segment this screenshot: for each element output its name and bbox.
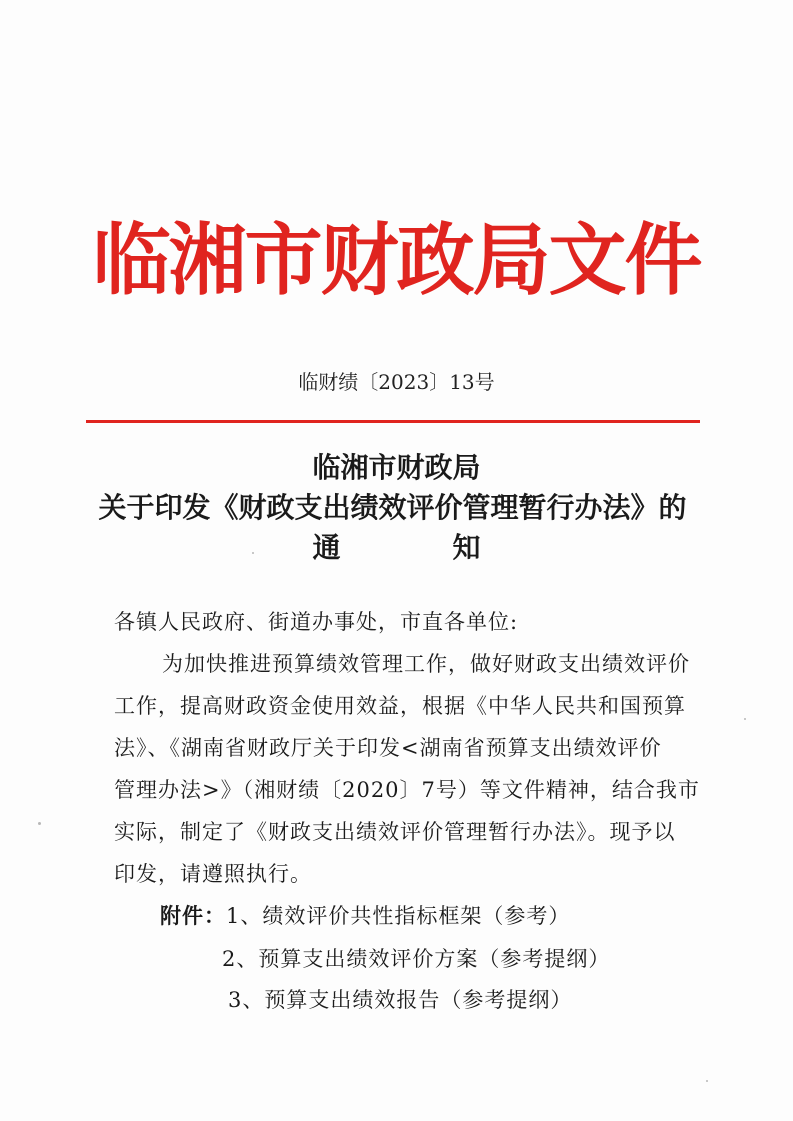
notice-title-line-1: 临湘市财政局 (312, 451, 481, 484)
attachment-item-2: 2、预算支出绩效评价方案（参考提纲） (222, 947, 611, 971)
red-divider-line (86, 420, 700, 423)
notice-title-line-2: 关于印发《财政支出绩效评价管理暂行办法》的 (98, 491, 687, 524)
body-line: 为加快推进预算绩效管理工作，做好财政支出绩效评价 (162, 652, 690, 676)
salutation: 各镇人民政府、街道办事处，市直各单位: (114, 610, 519, 634)
body-line: 实际，制定了《财政支出绩效评价管理暂行办法》。现予以 (114, 820, 676, 844)
body-line: 法》、《湖南省财政厅关于印发<湖南省预算支出绩效评价 (114, 736, 662, 760)
body-line: 管理办法>》（湘财绩〔2020〕7号）等文件精神，结合我市 (114, 778, 700, 802)
masthead-title: 临湘市财政局文件 (92, 216, 701, 306)
notice-title-line-3 (0, 531, 793, 564)
attachment-text: 1、绩效评价共性指标框架（参考） (226, 904, 571, 928)
attachment-item-3: 3、预算支出绩效报告（参考提纲） (228, 988, 573, 1012)
scan-speck (38, 822, 41, 825)
scan-speck (706, 1080, 708, 1082)
body-line: 工作，提高财政资金使用效益，根据《中华人民共和国预算 (114, 694, 686, 718)
scan-speck (744, 718, 746, 720)
notice-title-char-2: 知 (452, 531, 481, 564)
attachment-label: 附件： (160, 903, 226, 928)
attachment-item-1 (160, 900, 570, 930)
document-number: 临财绩〔2023〕13号 (298, 370, 495, 394)
body-line: 印发，请遵照执行。 (114, 862, 312, 886)
notice-title-char-1: 通 (312, 531, 341, 564)
scan-speck (252, 552, 254, 554)
